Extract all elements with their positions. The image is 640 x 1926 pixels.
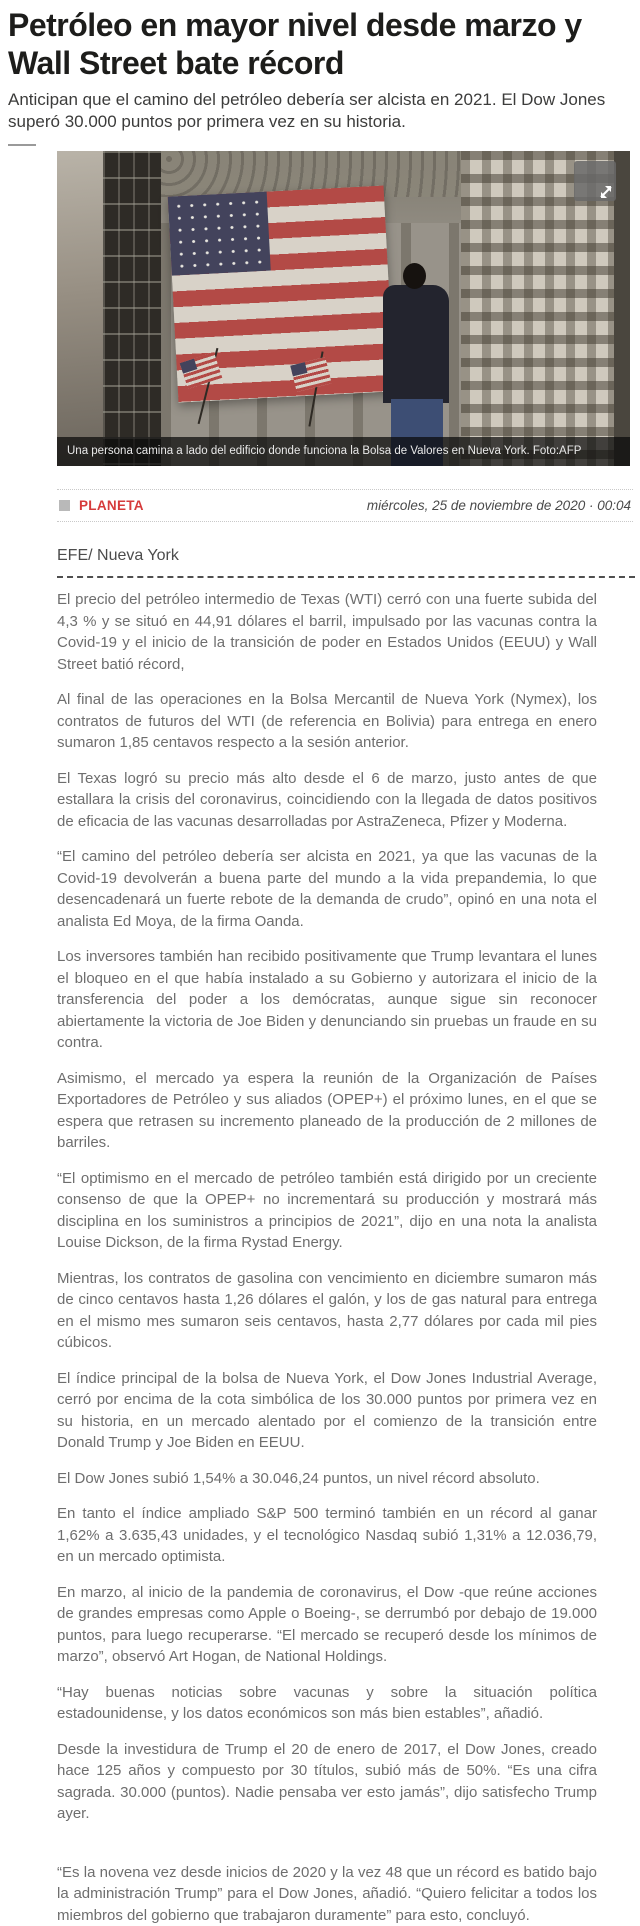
article-paragraph: “El optimismo en el mercado de petróleo también está dirigido por un creciente consenso de que la OPEP+ no incrementará su producción y mostrará más disciplina en los suministros a principios de 2021”, dijo en una nota la analista Louise Dickson, de la firma Rystad Energy. bbox=[57, 1168, 597, 1254]
article-paragraph: Desde la investidura de Trump el 20 de enero de 2017, el Dow Jones, creado hace 125 años y compuesto por 30 títulos, subió más de 50%. “Es una cifra sagrada. 30.000 (puntos). Nadie pensaba ver esto jamás”, dijo satisfecho Trump ayer. bbox=[57, 1739, 597, 1825]
expand-photo-button[interactable] bbox=[574, 161, 616, 201]
article-paragraph: Al final de las operaciones en la Bolsa Mercantil de Nueva York (Nymex), los contratos de futuros del WTI (de referencia en Bolivia) para entrega en enero sumaron 1,85 centavos respecto a la sesión anterior. bbox=[57, 689, 597, 754]
article-paragraph: Los inversores también han recibido positivamente que Trump levantara el lunes el bloqueo en el que había instalado a su Gobierno y autorizara el inicio de la transferencia del poder a los demócratas, aunque sigue sin reconocer abiertamente la victoria de Joe Biden y denunciando sin pruebas un fraude en su contra. bbox=[57, 946, 597, 1054]
article-paragraph: En tanto el índice ampliado S&P 500 terminó también en un récord al ganar 1,62% a 3.635,43 unidades, y el tecnológico Nasdaq subió 1,31% a 12.036,79, en un mercado optimista. bbox=[57, 1503, 597, 1568]
article-meta-bar bbox=[57, 489, 633, 522]
article-paragraph: El precio del petróleo intermedio de Texas (WTI) cerró con una fuerte subida del 4,3 % y se situó en 44,91 dólares el barril, impulsado por las vacunas contra la Covid-19 y el inicio de la transición de poder en Estados Unidos (EEUU) y Wall Street batió récord, bbox=[57, 589, 597, 675]
category-label: PLANETA bbox=[79, 498, 144, 513]
us-flag-canton bbox=[290, 362, 307, 376]
article-paragraph: En marzo, al inicio de la pandemia de coronavirus, el Dow -que reúne acciones de grandes empresas como Apple o Boeing-, se derrumbó por debajo de 19.000 puntos, para luego recuperarse. “El mercado se recuperó desde los mínimos de marzo”, observó Art Hogan, de National Holdings. bbox=[57, 1582, 597, 1668]
photo-caption: Una persona camina a lado del edificio donde funciona la Bolsa de Valores en Nueva York. Foto:AFP bbox=[57, 437, 630, 466]
pedestrian-silhouette bbox=[383, 285, 449, 403]
byline: EFE/ Nueva York bbox=[57, 547, 640, 565]
pedestrian-head bbox=[403, 263, 426, 289]
publish-datetime: miércoles, 25 de noviembre de 2020 · 00:04 bbox=[367, 498, 631, 513]
article-paragraph: “Es la novena vez desde inicios de 2020 y la vez 48 que un récord es batido bajo la administración Trump” para el Dow Jones, añadió. “Quiero felicitar a todos los miembros del gobierno que trabajaron duramente” para esto, concluyó. bbox=[57, 1862, 597, 1926]
category-square-icon bbox=[59, 500, 70, 511]
article-paragraph: “El camino del petróleo debería ser alcista en 2021, ya que las vacunas de la Covid-19 devolverán a buena parte del mundo a la vida prepandemia, lo que desencadenará un fuerte rebote de la demanda de crudo”, opinó en una nota el analista Ed Moya, de la firma Oanda. bbox=[57, 846, 597, 932]
article-subtitle: Anticipan que el camino del petróleo debería ser alcista en 2021. El Dow Jones superó 30.000 puntos por primera vez en su historia. bbox=[8, 89, 630, 133]
article-paragraph: El Texas logró su precio más alto desde el 6 de marzo, justo antes de que estallara la crisis del coronavirus, coincidiendo con la llegada de datos positivos de eficacia de las vacunas desarrolladas por AstraZeneca, Pfizer y Moderna. bbox=[57, 768, 597, 833]
dashed-divider bbox=[57, 576, 635, 578]
article-body bbox=[57, 589, 597, 1926]
article-paragraph: Asimismo, el mercado ya espera la reunión de la Organización de Países Exportadores de Petróleo y sus aliados (OPEP+) el próximo lunes, en el que se espera que retrasen su incremento planeado de la producción de 2 millones de barriles. bbox=[57, 1068, 597, 1154]
us-flag-canton bbox=[168, 192, 271, 276]
photo-left-column bbox=[57, 151, 103, 466]
photo-glass-windows bbox=[103, 151, 161, 466]
hero-photo bbox=[57, 151, 630, 466]
article-paragraph: El Dow Jones subió 1,54% a 30.046,24 puntos, un nivel récord absoluto. bbox=[57, 1468, 597, 1490]
article-paragraph: Mientras, los contratos de gasolina con vencimiento en diciembre sumaron más de cinco centavos hasta 1,26 dólares el galón, y los de gas natural para entrega en el mismo mes sumaron seis centavos, hasta 2,77 dólares por cada mil pies cúbicos. bbox=[57, 1268, 597, 1354]
page-title: Petróleo en mayor nivel desde marzo y Wall Street bate récord bbox=[8, 6, 630, 82]
divider-dash bbox=[8, 144, 36, 146]
article-paragraph: El índice principal de la bolsa de Nueva York, el Dow Jones Industrial Average, cerró por encima de la cota simbólica de los 30.000 puntos por primera vez en su historia, en un mercado alentado por el comienzo de la transición entre Donald Trump y Joe Biden en EEUU. bbox=[57, 1368, 597, 1454]
article-paragraph: “Hay buenas noticias sobre vacunas y sobre la situación política estadounidense, y los datos económicos son más bien estables”, añadió. bbox=[57, 1682, 597, 1725]
category-link[interactable] bbox=[59, 498, 144, 513]
